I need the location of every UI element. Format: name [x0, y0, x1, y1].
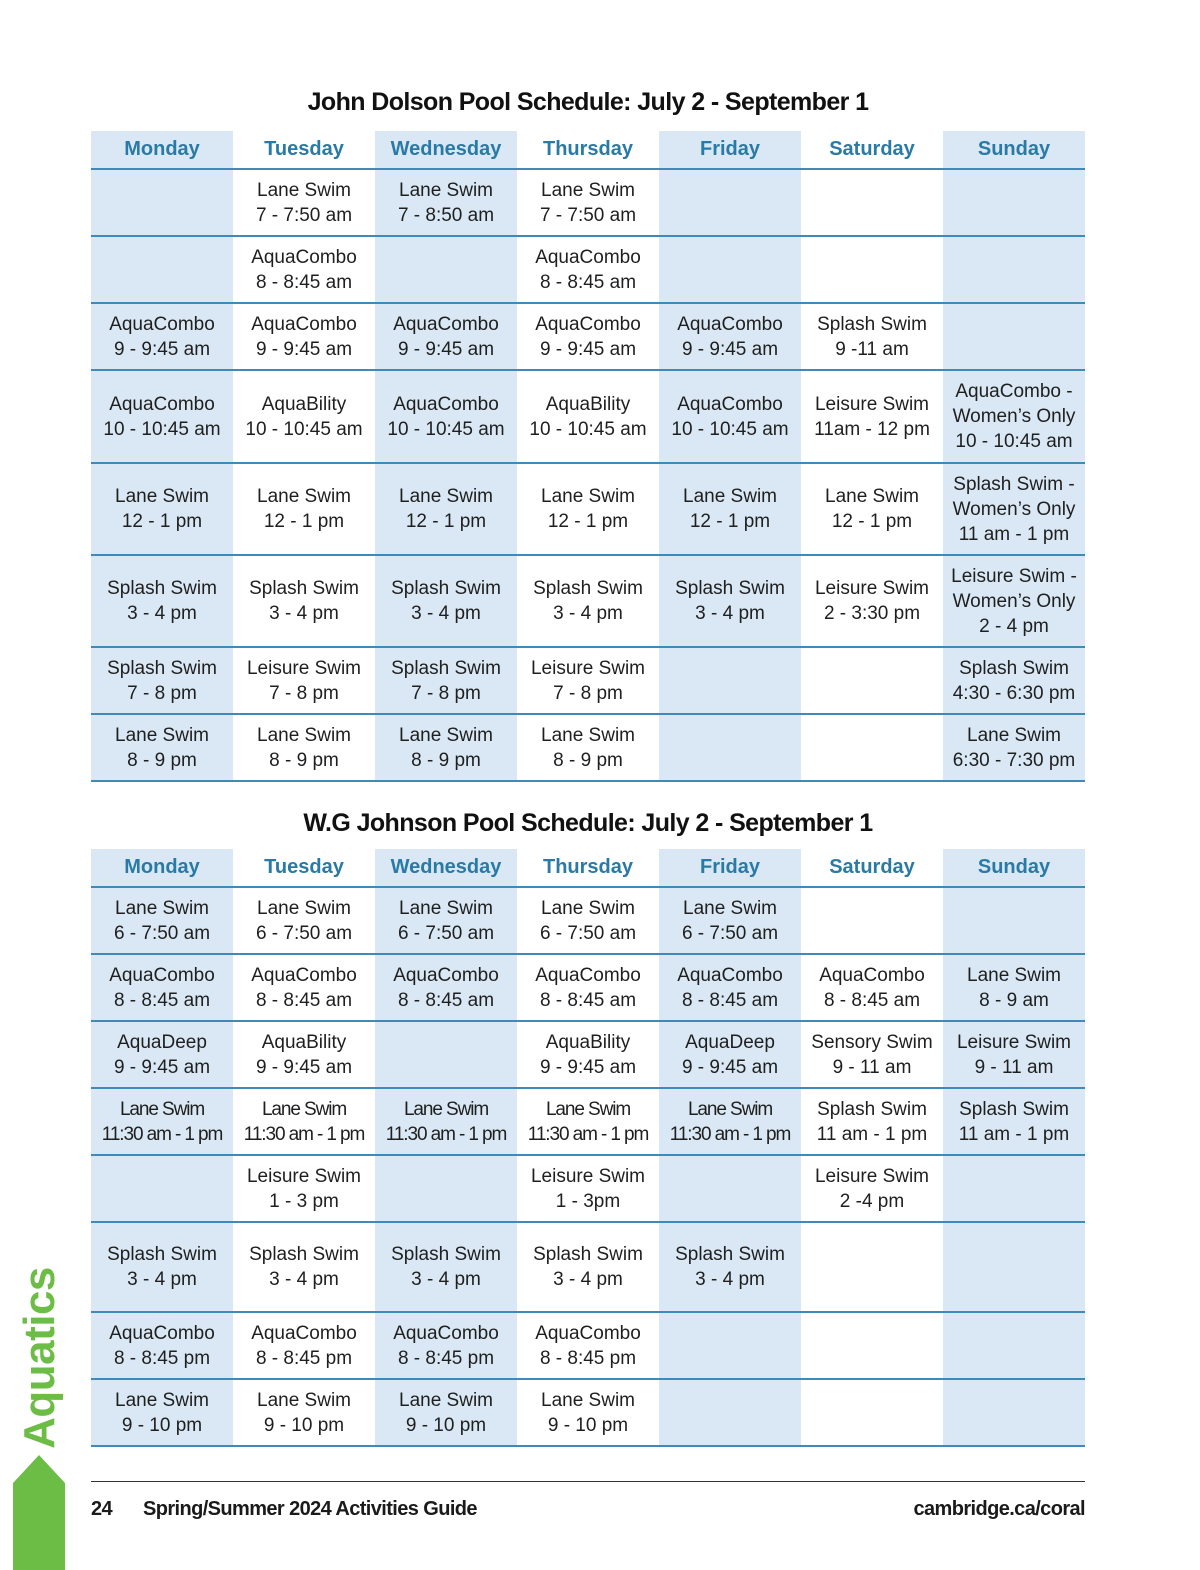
session-text: Lane Swim 11:30 am - 1 pm [101, 1098, 223, 1145]
session-text: Lane Swim 11:30 am - 1 pm [527, 1098, 649, 1145]
table-row [91, 1222, 1085, 1312]
day-header-saturday: Saturday [801, 849, 943, 887]
session-text: Lane Swim 9 - 10 pm [257, 1389, 351, 1436]
schedule-cell [517, 714, 659, 781]
session-text: AquaCombo 9 - 9:45 am [251, 313, 357, 360]
section-label [4, 1267, 76, 1449]
schedule-cell [233, 1021, 375, 1088]
session-text: AquaDeep 9 - 9:45 am [681, 1031, 779, 1078]
schedule-cell [943, 236, 1085, 303]
schedule-cell [517, 303, 659, 370]
session-text: AquaBility 9 - 9:45 am [255, 1031, 353, 1078]
session-text: AquaCombo 8 - 8:45 pm [109, 1322, 215, 1369]
session-text: Lane Swim 12 - 1 pm [541, 486, 635, 532]
schedule-cell [233, 169, 375, 236]
day-header-tuesday: Tuesday [233, 849, 375, 887]
schedule-cell [233, 236, 375, 303]
schedule-cell [375, 1222, 517, 1312]
session-text: Splash Swim 4:30 - 6:30 pm [952, 657, 1076, 704]
schedule-cell [375, 169, 517, 236]
day-header-monday: Monday [91, 849, 233, 887]
schedule-cell [233, 1379, 375, 1446]
schedule-cell [659, 714, 801, 781]
session-text: Lane Swim 7 - 7:50 am [255, 179, 353, 226]
table-row [91, 1088, 1085, 1155]
schedule-cell [801, 1312, 943, 1379]
schedule-cell [233, 303, 375, 370]
session-text: Lane Swim 9 - 10 pm [541, 1389, 635, 1436]
day-header-friday: Friday [659, 131, 801, 169]
schedule-cell [801, 303, 943, 370]
day-header-wednesday: Wednesday [375, 131, 517, 169]
schedule-cell [233, 1312, 375, 1379]
schedule-cell [233, 1155, 375, 1222]
session-text: Lane Swim 12 - 1 pm [115, 486, 209, 532]
session-text: AquaCombo 9 - 9:45 am [393, 313, 499, 360]
session-text: AquaCombo 8 - 8:45 am [393, 964, 499, 1011]
session-text: AquaCombo 8 - 8:45 am [819, 964, 925, 1011]
schedule-cell [943, 647, 1085, 714]
session-text: AquaCombo 9 - 9:45 am [677, 313, 783, 360]
session-text: Leisure Swim 2 -4 pm [814, 1165, 930, 1212]
session-text: AquaCombo 8 - 8:45 am [677, 964, 783, 1011]
session-text: AquaCombo 10 - 10:45 am [103, 393, 221, 440]
schedule-cell [659, 887, 801, 954]
table-row [91, 303, 1085, 370]
schedule-cell [233, 370, 375, 463]
session-text: Splash Swim 3 - 4 pm [533, 1244, 643, 1290]
session-text: Sensory Swim 9 - 11 am [811, 1031, 933, 1078]
schedule-cell [943, 1155, 1085, 1222]
session-text: Lane Swim 11:30 am - 1 pm [243, 1098, 365, 1145]
schedule-cell [943, 370, 1085, 463]
session-text: Lane Swim 6:30 - 7:30 pm [952, 724, 1076, 771]
session-text: Splash Swim 3 - 4 pm [249, 578, 359, 624]
session-text: Leisure Swim 7 - 8 pm [246, 657, 362, 704]
schedule-cell [943, 954, 1085, 1021]
schedule-cell [375, 647, 517, 714]
session-text: AquaCombo 8 - 8:45 pm [251, 1322, 357, 1369]
session-text: Lane Swim 6 - 7:50 am [397, 897, 495, 944]
schedule-cell [659, 954, 801, 1021]
session-text: Splash Swim 11 am - 1 pm [816, 1098, 928, 1145]
session-text: Lane Swim 8 - 9 am [967, 964, 1061, 1011]
schedule-cell [517, 370, 659, 463]
session-text: AquaCombo 10 - 10:45 am [387, 393, 505, 440]
schedule-cell [91, 236, 233, 303]
session-text: Splash Swim 3 - 4 pm [675, 1244, 785, 1290]
schedule-cell [375, 303, 517, 370]
session-text: Lane Swim 9 - 10 pm [399, 1389, 493, 1436]
schedule-cell [375, 954, 517, 1021]
session-text: AquaCombo 10 - 10:45 am [671, 393, 789, 440]
session-text: Lane Swim 8 - 9 pm [541, 724, 635, 771]
schedule-cell [659, 1222, 801, 1312]
session-text: AquaCombo 8 - 8:45 am [251, 246, 357, 293]
schedule-cell [801, 555, 943, 647]
schedule-cell [659, 370, 801, 463]
schedule-cell [91, 1088, 233, 1155]
schedule-cell [801, 954, 943, 1021]
schedule-cell [91, 370, 233, 463]
schedule-cell [801, 1222, 943, 1312]
schedule-cell [233, 555, 375, 647]
schedule-cell [375, 370, 517, 463]
schedule-cell [659, 647, 801, 714]
schedule-cell [943, 555, 1085, 647]
schedule-cell [801, 1088, 943, 1155]
session-text: Splash Swim 3 - 4 pm [107, 1244, 217, 1290]
schedule-cell [517, 463, 659, 555]
section-label-text: Aquatics [15, 1267, 64, 1449]
schedule-cell [375, 236, 517, 303]
footer-divider [91, 1481, 1085, 1482]
session-text: AquaDeep 9 - 9:45 am [113, 1031, 211, 1078]
session-text: AquaCombo 8 - 8:45 pm [393, 1322, 499, 1369]
schedule-cell [233, 714, 375, 781]
session-text: Splash Swim 7 - 8 pm [391, 657, 501, 704]
session-text: Splash Swim 3 - 4 pm [675, 578, 785, 624]
day-header-row [91, 131, 1085, 169]
schedule-cell [517, 1379, 659, 1446]
session-text: Splash Swim 3 - 4 pm [107, 578, 217, 624]
schedule-cell [91, 1312, 233, 1379]
schedule-cell [943, 714, 1085, 781]
schedule-cell [659, 1088, 801, 1155]
table-row [91, 169, 1085, 236]
schedule-cell [375, 887, 517, 954]
schedule-cell [91, 555, 233, 647]
page-number: 24 [91, 1498, 113, 1520]
schedule-title: W.G Johnson Pool Schedule: July 2 - September 1 [303, 809, 873, 837]
session-text: AquaCombo 8 - 8:45 am [535, 964, 641, 1011]
day-header-friday: Friday [659, 849, 801, 887]
day-header-wednesday: Wednesday [375, 849, 517, 887]
schedule-cell [375, 1021, 517, 1088]
schedule-cell [659, 236, 801, 303]
schedule-cell [801, 887, 943, 954]
schedule-cell [943, 1312, 1085, 1379]
day-header-sunday: Sunday [943, 849, 1085, 887]
session-text: Lane Swim 9 - 10 pm [115, 1389, 209, 1436]
table-row [91, 647, 1085, 714]
session-text: Lane Swim 7 - 8:50 am [397, 179, 495, 226]
schedule-cell [91, 954, 233, 1021]
schedule-title: John Dolson Pool Schedule: July 2 - September 1 [307, 88, 869, 116]
table-row [91, 555, 1085, 647]
session-text: AquaCombo 8 - 8:45 am [251, 964, 357, 1011]
session-text: Lane Swim 6 - 7:50 am [113, 897, 211, 944]
table-row [91, 1379, 1085, 1446]
guide-title: Spring/Summer 2024 Activities Guide [143, 1498, 477, 1520]
table-row [91, 1021, 1085, 1088]
session-text: Splash Swim 11 am - 1 pm [958, 1098, 1070, 1145]
session-text: Lane Swim 8 - 9 pm [257, 724, 351, 771]
table-row [91, 887, 1085, 954]
schedule-cell [517, 555, 659, 647]
schedule-cell [375, 1312, 517, 1379]
table-row [91, 1312, 1085, 1379]
schedule-cell [375, 1379, 517, 1446]
schedule-cell [91, 714, 233, 781]
side-tab-arrow [13, 1455, 65, 1570]
table-row [91, 954, 1085, 1021]
table-row [91, 463, 1085, 555]
schedule-cell [91, 1379, 233, 1446]
session-text: Splash Swim 3 - 4 pm [391, 578, 501, 624]
schedule-cell [659, 1379, 801, 1446]
schedule-cell [517, 1088, 659, 1155]
session-text: Leisure Swim 2 - 3:30 pm [814, 578, 930, 624]
schedule-cell [801, 1155, 943, 1222]
schedule-cell [91, 169, 233, 236]
schedule-cell [233, 1222, 375, 1312]
schedule-cell [659, 1155, 801, 1222]
schedule-cell [91, 303, 233, 370]
session-text: Lane Swim 8 - 9 pm [115, 724, 209, 771]
session-text: Lane Swim 11:30 am - 1 pm [385, 1098, 507, 1145]
schedule-cell [517, 1155, 659, 1222]
schedule-cell [517, 169, 659, 236]
session-text: Splash Swim 9 -11 am [817, 313, 927, 360]
session-text: AquaBility 10 - 10:45 am [529, 393, 647, 440]
session-text: AquaCombo 8 - 8:45 am [535, 246, 641, 293]
schedule-cell [801, 370, 943, 463]
session-text: Lane Swim 7 - 7:50 am [539, 179, 637, 226]
session-text: AquaCombo 8 - 8:45 pm [535, 1322, 641, 1369]
day-header-monday: Monday [91, 131, 233, 169]
day-header-thursday: Thursday [517, 131, 659, 169]
day-header-row [91, 849, 1085, 887]
schedule-cell [233, 954, 375, 1021]
session-text: Leisure Swim - Women’s Only 2 - 4 pm [951, 565, 1077, 637]
session-text: Splash Swim 3 - 4 pm [533, 578, 643, 624]
schedule-cell [375, 555, 517, 647]
schedule-cell [91, 463, 233, 555]
session-text: Splash Swim 3 - 4 pm [249, 1244, 359, 1290]
schedule-cell [801, 714, 943, 781]
session-text: AquaBility 10 - 10:45 am [245, 393, 363, 440]
schedule-cell [801, 463, 943, 555]
session-text: Lane Swim 6 - 7:50 am [539, 897, 637, 944]
schedule-cell [517, 236, 659, 303]
session-text: Leisure Swim 9 - 11 am [956, 1031, 1072, 1078]
schedule-cell [91, 647, 233, 714]
session-text: AquaCombo 8 - 8:45 am [109, 964, 215, 1011]
schedule-cell [659, 1312, 801, 1379]
session-text: Leisure Swim 7 - 8 pm [530, 657, 646, 704]
session-text: Lane Swim 8 - 9 pm [399, 724, 493, 771]
schedule-cell [659, 169, 801, 236]
table-row [91, 370, 1085, 463]
session-text: Lane Swim 6 - 7:50 am [681, 897, 779, 944]
session-text: AquaCombo - Women’s Only 10 - 10:45 am [952, 381, 1076, 452]
footer-url[interactable]: cambridge.ca/coral [913, 1498, 1085, 1520]
schedule-cell [517, 1312, 659, 1379]
schedule-cell [517, 954, 659, 1021]
schedule-cell [801, 647, 943, 714]
schedule-cell [659, 555, 801, 647]
schedule-cell [943, 1222, 1085, 1312]
session-text: Lane Swim 6 - 7:50 am [255, 897, 353, 944]
day-header-tuesday: Tuesday [233, 131, 375, 169]
schedule-cell [659, 1021, 801, 1088]
schedule-cell [233, 463, 375, 555]
schedule-cell [943, 303, 1085, 370]
schedule-cell [801, 1021, 943, 1088]
session-text: Lane Swim 12 - 1 pm [825, 486, 919, 532]
schedule-cell [659, 303, 801, 370]
schedule-cell [91, 887, 233, 954]
schedule-cell [517, 1021, 659, 1088]
session-text: Splash Swim - Women’s Only 11 am - 1 pm [952, 473, 1076, 545]
schedule-cell [91, 1021, 233, 1088]
session-text: Leisure Swim 1 - 3 pm [246, 1165, 362, 1212]
session-text: AquaCombo 9 - 9:45 am [535, 313, 641, 360]
schedule-cell [375, 463, 517, 555]
session-text: Lane Swim 12 - 1 pm [399, 486, 493, 532]
session-text: Lane Swim 11:30 am - 1 pm [669, 1098, 791, 1145]
schedule-cell [943, 169, 1085, 236]
schedule-cell [233, 1088, 375, 1155]
schedule-cell [801, 236, 943, 303]
schedule-cell [943, 463, 1085, 555]
schedule-cell [943, 887, 1085, 954]
schedule-cell [233, 647, 375, 714]
table-row [91, 1155, 1085, 1222]
schedule-cell [801, 1379, 943, 1446]
schedule-cell [91, 1155, 233, 1222]
schedule-cell [943, 1379, 1085, 1446]
schedule-cell [375, 714, 517, 781]
day-header-thursday: Thursday [517, 849, 659, 887]
schedule-cell [375, 1155, 517, 1222]
session-text: Leisure Swim 1 - 3pm [530, 1165, 646, 1212]
session-text: Splash Swim 3 - 4 pm [391, 1244, 501, 1290]
session-text: AquaBility 9 - 9:45 am [539, 1031, 637, 1078]
schedule-cell [517, 1222, 659, 1312]
table-row [91, 236, 1085, 303]
session-text: Leisure Swim 11am - 12 pm [814, 393, 930, 440]
schedule-cell [91, 1222, 233, 1312]
session-text: Lane Swim 12 - 1 pm [257, 486, 351, 532]
schedule-cell [659, 463, 801, 555]
session-text: AquaCombo 9 - 9:45 am [109, 313, 215, 360]
schedule-cell [517, 647, 659, 714]
schedule-cell [233, 887, 375, 954]
schedule-cell [943, 1021, 1085, 1088]
day-header-sunday: Sunday [943, 131, 1085, 169]
schedule-cell [375, 1088, 517, 1155]
schedule-table [91, 849, 1085, 1447]
session-text: Lane Swim 12 - 1 pm [683, 486, 777, 532]
day-header-saturday: Saturday [801, 131, 943, 169]
schedule-cell [517, 887, 659, 954]
schedule-cell [801, 169, 943, 236]
schedule-cell [943, 1088, 1085, 1155]
table-row [91, 714, 1085, 781]
session-text: Splash Swim 7 - 8 pm [107, 657, 217, 704]
schedule-table [91, 131, 1085, 782]
